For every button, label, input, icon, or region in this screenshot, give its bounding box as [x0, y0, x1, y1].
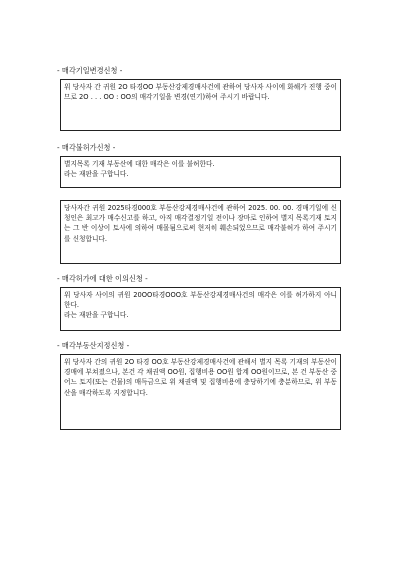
box-sale-disallow-reason: [60, 200, 341, 264]
heading-sale-disallow: - 매각불허가신청 -: [57, 143, 116, 152]
heading-property-designation: - 매각부동산지정신청 -: [57, 341, 130, 350]
heading-sale-objection: - 매각허가에 대한 이의신청 -: [57, 274, 148, 283]
box-sale-disallow-request: [60, 156, 341, 188]
box-sale-objection: [60, 287, 341, 331]
box-date-change: [60, 79, 341, 131]
box-property-designation: [60, 354, 341, 430]
text-sale-disallow-reason: 당사자간 귀원 2025타경000호 부동산강제경매사건에 관하여 2025. 00. 00. 경매기일에 신청인은 최고가 매수신고를 하고, 아직 매각결정기일 전이나 장마로 인하여 별지 목록기재 토지는 그 반 이상이 토사에 의하여 매몰됨으로써 현저히 훼손되었으므로 매각불허가 하여 주시기를 신청합니다.: [64, 204, 337, 243]
text-sale-objection: 위 당사자 사이의 귀원 20OO타경OOO호 부동산강제경매사건의 매각은 이를 허가하지 아니한다. 라는 재판을 구합니다.: [64, 291, 337, 320]
text-sale-disallow-request: 별지목록 기재 부동산에 대한 매각은 이를 불허한다. 라는 재판을 구합니다.: [64, 160, 215, 179]
text-property-designation: 위 당사자 간의 귀원 2O 타경 OO호 부동산강제경매사건에 관해서 별지 목록 기재의 부동산이 경매에 부쳐졌으나, 본건 각 채권액 OO원, 집행비용 OO원 합계 OO원이므로, 본 건 부동산 중 어느 토지(또는 건물)의 매득금으로 위 채권액 및 집행비용에 충당하기에 충분하므로, 위 부동산을 매각하도록 지정합니다.: [64, 358, 337, 397]
heading-date-change: - 매각기일변경신청 -: [57, 66, 123, 75]
text-date-change: 위 당사자 간 귀원 2O 타경OO 부동산강제경매사건에 관하여 당사자 사이에 화해가 진행 중이므로 2O . . . OO : OO의 매각기일을 변경(연기)하여 주시기 바랍니다.: [64, 83, 337, 102]
